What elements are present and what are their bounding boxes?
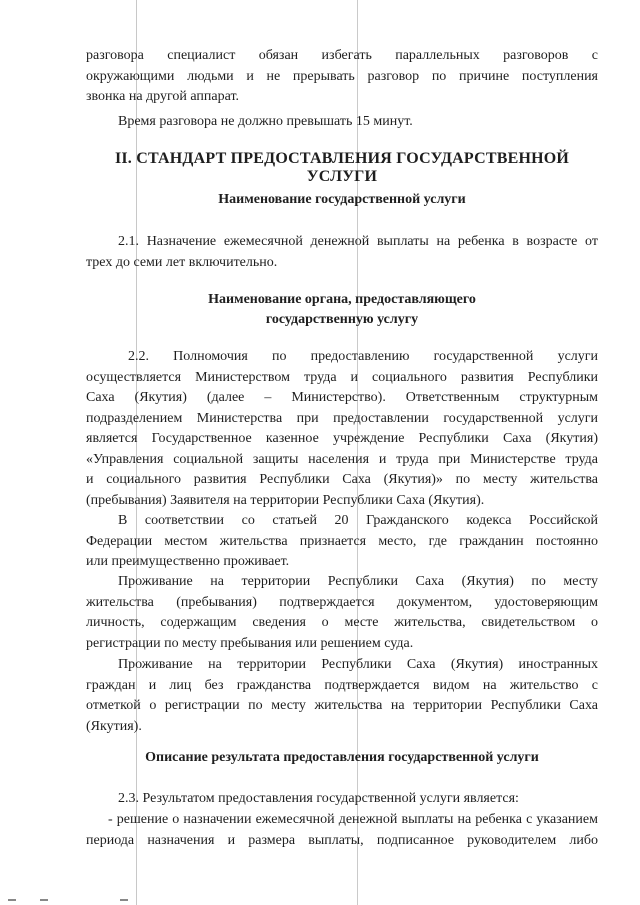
scan-footer-marks	[0, 891, 640, 905]
text-line: подразделением Министерства при предоставлении государственной услуги	[86, 410, 598, 426]
text-line: Саха (Якутия) (далее – Министерство). Ответственным структурным	[86, 390, 598, 405]
text-line: окружающими людьми и не прерывать разговор по причине поступления	[86, 68, 598, 84]
text-line: и социального развития Республики Саха (Якутия)» по месту жительства	[86, 472, 598, 487]
paragraph-civil-code	[86, 511, 598, 573]
text-line: В соответствии со статьей 20 Гражданского кодекса Российской	[118, 513, 598, 528]
paragraph-decision	[86, 810, 598, 851]
heading-organ-line-1: Наименование органа, предоставляющего	[208, 292, 476, 307]
text-line: граждан и лиц без гражданства подтверждается видом на жительство с	[86, 677, 598, 693]
text-line: - решение о назначении ежемесячной денежной выплаты на ребенка с указанием	[108, 812, 598, 827]
text-line: (пребывания) Заявителя на территории Республики Саха (Якутия).	[86, 492, 485, 508]
paragraph-2-2	[86, 347, 598, 511]
text-line: регистрации по месту пребывания или решением суда.	[86, 635, 414, 651]
section-title: II. СТАНДАРТ ПРЕДОСТАВЛЕНИЯ ГОСУДАРСТВЕННОЙ УСЛУГИ	[114, 150, 570, 185]
text-line: «Управления социальной защиты населения и труда при Министерстве труда	[86, 451, 598, 467]
text-line: периода назначения и размера выплаты, подписанное руководителем либо	[86, 832, 598, 848]
text-line: звонка на другой аппарат.	[86, 89, 240, 104]
text-line: является Государственное казенное учреждение Республики Саха (Якутия)	[86, 431, 598, 446]
paragraph-phone-conversation	[86, 46, 598, 108]
text-line: осуществляется Министерством труда и социального развития Республики	[86, 369, 598, 385]
text-line: Федерации местом жительства признается место, где гражданин постоянно	[86, 533, 598, 549]
text-line: Проживание на территории Республики Саха (Якутия) по месту	[118, 574, 598, 589]
text-line: 2.1. Назначение ежемесячной денежной выплаты на ребенка в возрасте от	[118, 234, 598, 249]
text-line: 2.3. Результатом предоставления государственной услуги является:	[118, 791, 519, 806]
text-line: или преимущественно проживает.	[86, 554, 290, 569]
paragraph-residence-confirmation	[86, 572, 598, 654]
text-line: разговора специалист обязан избегать параллельных разговоров с	[86, 48, 598, 63]
text-line: личность, содержащим сведения о месте жительства, свидетельством о	[86, 615, 598, 630]
paragraph-2-1	[86, 232, 598, 273]
text-line: отметкой о регистрации по месту жительства на территории Республики Саха	[86, 698, 598, 713]
text-line: трех до семи лет включительно.	[86, 254, 278, 270]
text-line: (Якутия).	[86, 718, 142, 734]
text-line: Время разговора не должно превышать 15 минут.	[118, 114, 413, 129]
paragraph-2-3	[86, 789, 598, 810]
heading-organ-line-2: государственную услугу	[265, 312, 419, 327]
paragraph-foreign-citizens	[86, 655, 598, 737]
text-line: жительства (пребывания) подтверждается документом, удостоверяющим	[86, 594, 598, 610]
text-line: Проживание на территории Республики Саха (Якутия) иностранных	[118, 657, 598, 672]
text-line: 2.2. Полномочия по предоставлению государственной услуги	[128, 349, 598, 364]
heading-service-name: Наименование государственной услуги	[218, 192, 466, 207]
paragraph-conversation-time	[86, 112, 598, 133]
heading-result-description: Описание результата предоставления государственной услуги	[145, 750, 539, 765]
